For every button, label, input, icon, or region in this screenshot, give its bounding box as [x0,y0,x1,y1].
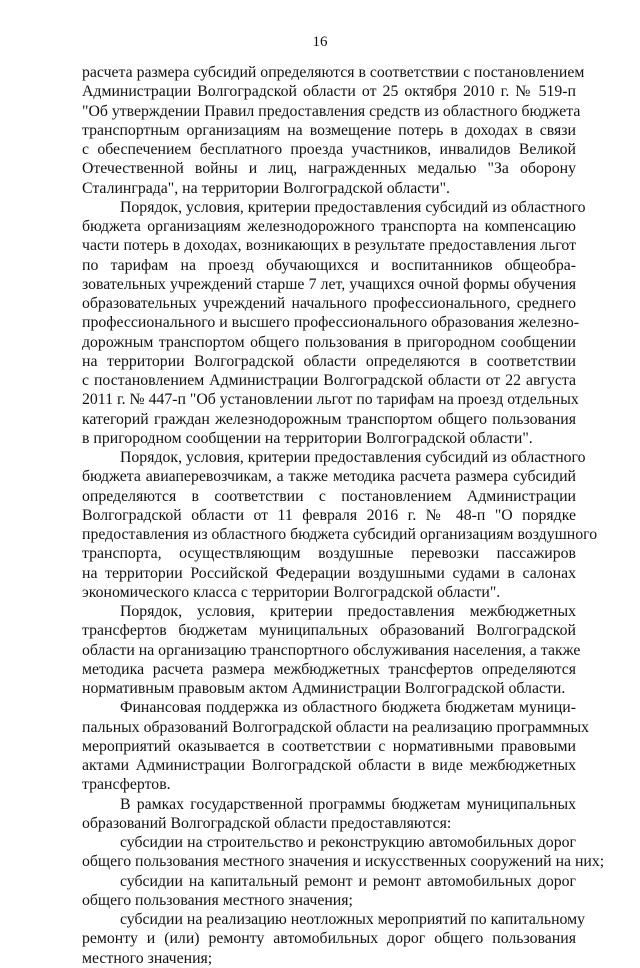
paragraph [82,602,581,698]
text-line: на территории Российской Федерации воздушными судами в салонах [82,564,576,582]
text-line: Волгоградской области от 11 февраля 2016 г. № 48-п "О порядке [82,506,576,524]
text-line: по тарифам на проезд обучающихся и воспитанников общеобра- [82,256,576,274]
paragraph [82,872,576,911]
text-line: транспорта, осуществляющим воздушные перевозки пассажиров [82,545,576,563]
paragraph [82,698,590,794]
text-line: В рамках государственной программы бюджетам муниципальных [120,795,576,813]
text-line: Финансовая поддержка из областного бюджета бюджетам муници- [120,699,576,717]
page-number: 16 [312,34,328,50]
text-line: бюджета организациям железнодорожного транспорта на компенсацию [82,218,576,235]
text-line: 2011 г. № 447-п "Об установлении льгот по тарифам на проезд отдельных [82,391,579,409]
text-line: на территории Волгоградской области определяются в соответствии [82,352,576,370]
text-line: экономического класса с территории Волгоградской области". [82,583,501,601]
text-line: трансфертов бюджетам муниципальных образований Волгоградской [82,622,576,640]
text-line: в пригородном сообщении на территории Волгоградской области". [82,429,533,447]
text-line: транспортным организациям на возмещение потерь в доходах в связи [82,121,576,139]
paragraph [82,63,585,198]
text-line: Отечественной войны и лиц, награжденных медалью "За оборону [82,160,576,178]
text-line: категорий граждан железнодорожным транспортом общего пользования [82,410,576,428]
text-line: определяются в соответствии с постановлением Администрации [82,487,576,505]
text-line: образовательных учреждений начального профессионального, среднего [82,295,576,312]
text-line: субсидии на реализацию неотложных мероприятий по капитальному [120,911,586,928]
text-line: с постановлением Администрации Волгоградской области от 22 августа [82,372,576,389]
text-line: субсидии на строительство и реконструкцию автомобильных дорог [120,834,576,851]
text-line: Сталинграда", на территории Волгоградской области". [82,179,450,197]
text-line: методика расчета размера межбюджетных трансфертов определяются [82,660,576,678]
text-line: Порядок, условия, критерии предоставления субсидий из областного [120,449,586,466]
text-line: дорожным транспортом общего пользования в пригородном сообщении [82,333,576,351]
text-line: зовательных учреждений старше 7 лет, учащихся очной формы обучения [82,275,576,293]
text-line: ремонту и (или) ремонту автомобильных дорог общего пользования [82,930,576,948]
text-line: профессионального и высшего профессионального образования железно- [82,314,580,332]
text-line: образований Волгоградской области предоставляются: [82,814,452,832]
text-line: пальных образований Волгоградской области на реализацию программных [82,718,590,736]
paragraph [82,795,576,834]
paragraph [82,833,605,872]
text-line: бюджета авиаперевозчикам, а также методика расчета размера субсидий [82,468,576,486]
text-line: общего пользования местного значения; [82,891,353,909]
text-line: области на организацию транспортного обслуживания населения, а также [82,641,581,659]
text-line: расчета размера субсидий определяются в соответствии с постановлением [82,64,585,81]
paragraph [82,910,586,968]
text-line: нормативным правовым актом Администрации Волгоградской области. [82,680,566,697]
text-line: Порядок, условия, критерии предоставления субсидий из областного [120,198,586,216]
text-line: актами Администрации Волгоградской области в виде межбюджетных [82,757,576,774]
paragraph [82,198,586,448]
text-line: с обеспечением бесплатного проезда участников, инвалидов Великой [82,141,576,158]
text-line: Порядок, условия, критерии предоставления межбюджетных [120,603,576,620]
text-line: предоставления из областного бюджета субсидий организациям воздушного [82,526,598,543]
text-line: Администрации Волгоградской области от 25 октября 2010 г. № 519-п [82,83,576,101]
text-line: мероприятий оказывается в соответствии с нормативными правовыми [82,737,576,755]
text-line: трансфертов. [82,776,171,794]
text-line: "Об утверждении Правил предоставления средств из областного бюджета [82,102,581,120]
text-line: субсидии на капитальный ремонт и ремонт автомобильных дорог [120,872,576,890]
text-line: местного значения; [82,949,213,967]
paragraph [82,448,598,602]
text-line: общего пользования местного значения и искусственных сооружений на них; [82,853,605,871]
text-line: части потерь в доходах, возникающих в результате предоставления льгот [82,237,576,255]
document-body [82,63,605,968]
